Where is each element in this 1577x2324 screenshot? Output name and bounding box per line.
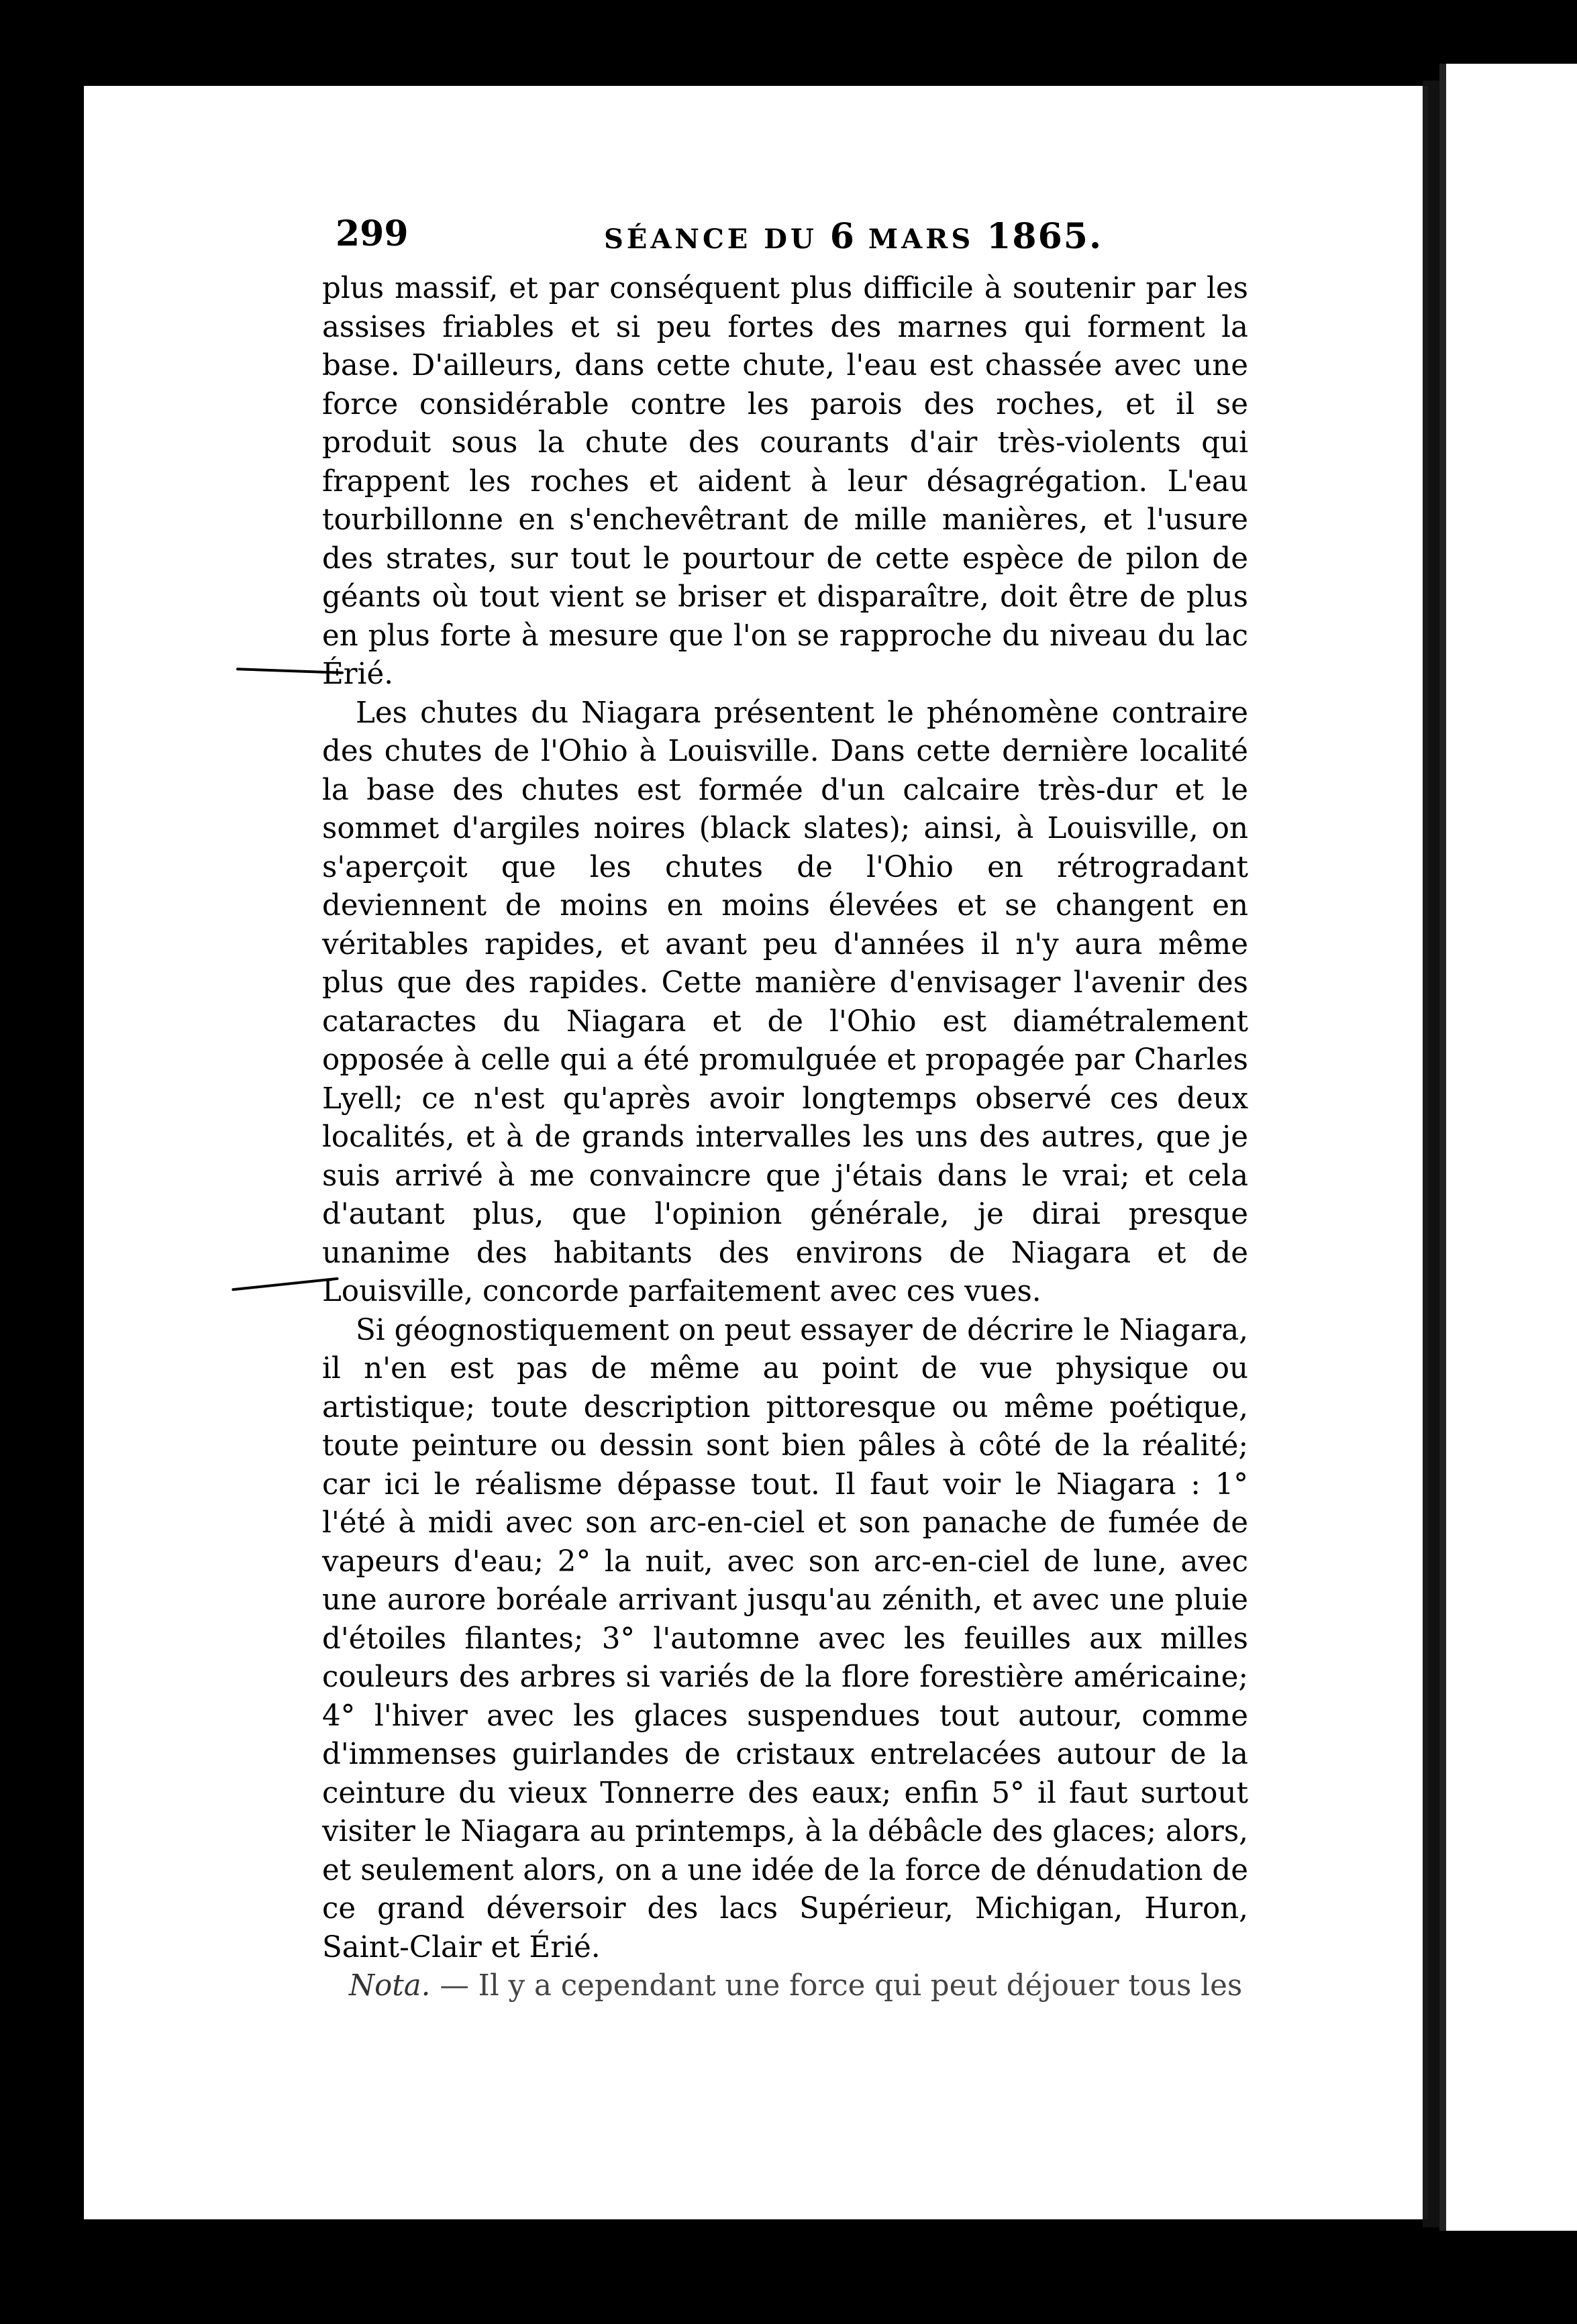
- facing-page-edge: [1439, 64, 1577, 2231]
- paragraph: plus massif, et par conséquent plus difficile à soutenir par les assises friables et si peu fortes des marnes qui forment la base. D'ailleurs, dans cette chute, l'eau est chassée avec une force considérable contre les parois des roches, et il se produit sous la chute des courants d'air très-violents qui frappent les roches et aident à leur désagrégation. L'eau tourbillonne en s'enchevêtrant de mille manières, et l'usure des strates, sur tout le pourtour de cette espèce de pilon de géants où tout vient se briser et disparaître, doit être de plus en plus forte à mesure que l'on se rapproche du niveau du lac Érié.: [322, 272, 1248, 691]
- paragraph: Si géognostiquement on peut essayer de décrire le Niagara, il n'en est pas de même au point de vue physique ou artistique; toute description pittoresque ou même poétique, toute peinture ou dessin sont bien pâles à côté de la réalité; car ici le réalisme dépasse tout. Il faut voir le Niagara : 1° l'été à midi avec son arc-en-ciel et son panache de fumée de vapeurs d'eau; 2° la nuit, avec son arc-en-ciel de lune, avec une aurore boréale arrivant jusqu'au zénith, et avec une pluie d'étoiles filantes; 3° l'automne avec les feuilles aux milles couleurs des arbres si variés de la flore forestière américaine; 4° l'hiver avec les glaces suspendues tout autour, comme d'immenses guirlandes de cristaux entrelacées autour de la ceinture du vieux Tonnerre des eaux; enfin 5° il faut surtout visiter le Niagara au printemps, à la débâcle des glaces; alors, et seulement alors, on a une idée de la force de dénudation de ce grand déversoir des lacs Supérieur, Michigan, Huron, Saint-Clair et Érié.: [322, 1313, 1248, 1964]
- page-number: 299: [336, 213, 409, 254]
- running-head-year: 1865.: [986, 216, 1103, 257]
- running-head-prefix: SÉANCE DU: [604, 223, 817, 255]
- running-head: [604, 216, 1103, 257]
- running-head-day: 6: [829, 216, 856, 257]
- running-head-month: MARS: [868, 223, 974, 255]
- nota-label: Nota.: [349, 1969, 431, 2003]
- paragraph: Les chutes du Niagara présentent le phénomène contraire des chutes de l'Ohio à Louisville. Dans cette dernière localité la base des chutes est formée d'un calcaire très-dur et le sommet d'argiles noires (black slates); ainsi, à Louisville, on s'aperçoit que les chutes de l'Ohio en rétrogradant deviennent de moins en moins élevées et se changent en véritables rapides, et avant peu d'années il n'y aura même plus que des rapides. Cette manière d'envisager l'avenir des cataractes du Niagara et de l'Ohio est diamétralement opposée à celle qui a été promulguée et propagée par Charles Lyell; ce n'est qu'après avoir longtemps observé ces deux localités, et à de grands intervalles les uns des autres, que je suis arrivé à me convaincre que j'étais dans le vrai; et cela d'autant plus, que l'opinion générale, je dirai presque unanime des habitants des environs de Niagara et de Louisville, concorde parfaitement avec ces vues.: [322, 696, 1248, 1308]
- body-text: [322, 270, 1248, 2006]
- nota-text: — Il y a cependant une force qui peut déjouer tous les: [440, 1969, 1243, 2003]
- page-header: [336, 213, 1275, 260]
- nota-paragraph: [322, 1967, 1248, 2006]
